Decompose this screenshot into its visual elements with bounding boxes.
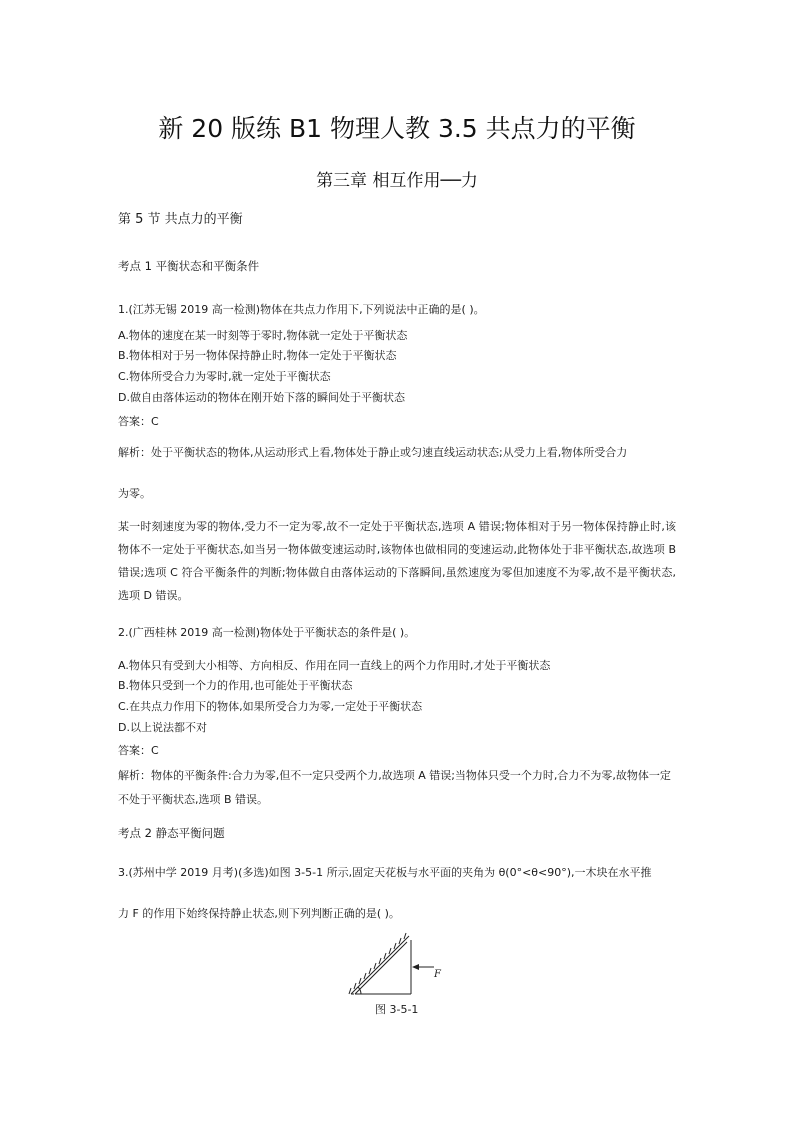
question-2-option-d: D.以上说法都不对 [118, 721, 207, 734]
figure-3-5-1 [346, 932, 456, 1000]
question-1-analysis: 解析：处于平衡状态的物体,从运动形式上看,物体处于静止或匀速直线运动状态;从受力上看,物体所受合力 [118, 446, 628, 459]
question-1-option-b: B.物体相对于另一物体保持静止时,物体一定处于平衡状态 [118, 349, 397, 362]
question-1-answer: 答案：C [118, 415, 159, 428]
question-2-answer: 答案：C [118, 744, 159, 757]
question-1-option-a: A.物体的速度在某一时刻等于零时,物体就一定处于平衡状态 [118, 329, 408, 342]
question-2-option-a: A.物体只有受到大小相等、方向相反、作用在同一直线上的两个力作用时,才处于平衡状态 [118, 659, 551, 672]
question-1-option-d: D.做自由落体运动的物体在刚开始下落的瞬间处于平衡状态 [118, 391, 405, 404]
question-1-stem: 1.(江苏无锡 2019 高一检测)物体在共点力作用下,下列说法中正确的是( )。 [118, 303, 485, 316]
section-title: 第 5 节 共点力的平衡 [118, 212, 243, 227]
force-label: F [434, 969, 441, 980]
question-1-analysis-cont: 为零。 [118, 487, 151, 500]
page-title: 新 20 版练 B1 物理人教 3.5 共点力的平衡 [158, 114, 636, 143]
chapter-title: 第三章 相互作用──力 [316, 171, 478, 191]
question-2-analysis: 解析：物体的平衡条件:合力为零,但不一定只受两个力,故选项 A 错误;当物体只受一个力时,合力不为零,故物体一定不处于平衡状态,选项 B 错误。 [118, 769, 671, 806]
figure-caption: 图 3-5-1 [375, 1003, 419, 1016]
force-arrow-icon [412, 964, 419, 970]
kaodian-1-heading: 考点 1 平衡状态和平衡条件 [118, 259, 260, 273]
question-3-stem: 3.(苏州中学 2019 月考)(多选)如图 3-5-1 所示,固定天花板与水平面的夹角为 θ(0°<θ<90°),一木块在水平推 [118, 866, 652, 879]
question-1-analysis-paragraph: 某一时刻速度为零的物体,受力不一定为零,故不一定处于平衡状态,选项 A 错误;物体相对于另一物体保持静止时,该物体不一定处于平衡状态,如当另一物体做变速运动时,该物体也做相同的变速运动,此物体处于非平衡状态,故选项 B 错误;选项 C 符合平衡条件的判断;物体做自由落体运动的下落瞬间,虽然速度为零但加速度不为零,故不是平衡状态,选项 D 错误。 [118, 520, 676, 602]
question-1-option-c: C.物体所受合力为零时,就一定处于平衡状态 [118, 370, 331, 383]
question-2-option-b: B.物体只受到一个力的作用,也可能处于平衡状态 [118, 679, 353, 692]
question-3-stem-cont: 力 F 的作用下始终保持静止状态,则下列判断正确的是( )。 [118, 907, 400, 920]
kaodian-2-heading: 考点 2 静态平衡问题 [118, 826, 225, 840]
question-2-option-c: C.在共点力作用下的物体,如果所受合力为零,一定处于平衡状态 [118, 700, 423, 713]
question-2-stem: 2.(广西桂林 2019 高一检测)物体处于平衡状态的条件是( )。 [118, 626, 416, 639]
